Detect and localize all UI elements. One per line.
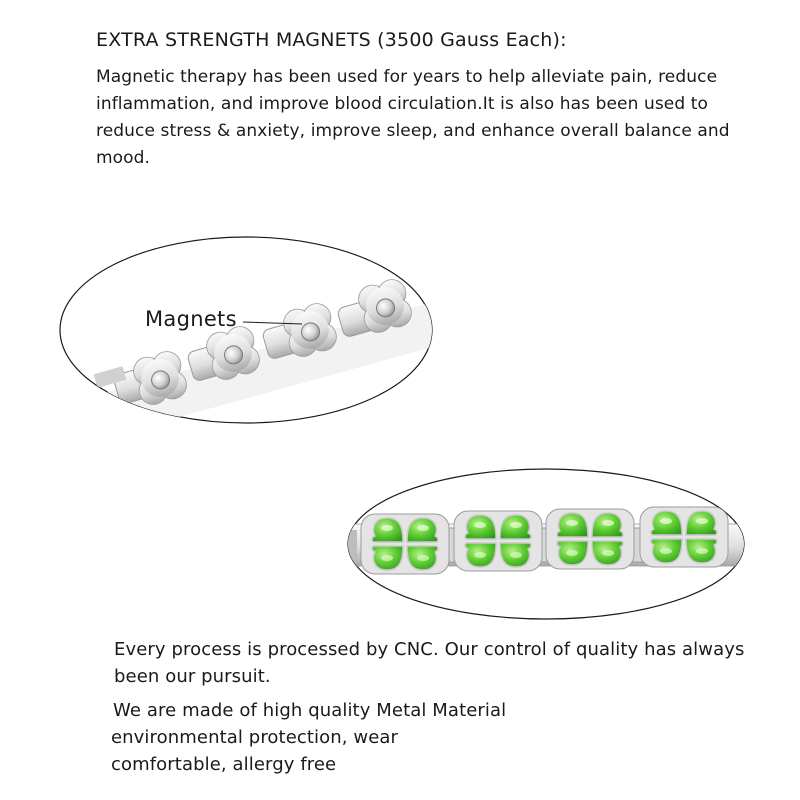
process-paragraph: Every process is processed by CNC. Our control of quality has always been our pursuit.: [114, 639, 745, 687]
intro-paragraph: Magnetic therapy has been used for years to help alleviate pain, reduce inflammation, and improve blood circulation.It is also has been used to reduce stress & anxiety, improve sleep, and enhance overall balance and mood.: [96, 67, 730, 168]
material-line: We are made of high quality Metal Material: [113, 700, 507, 721]
heading: EXTRA STRENGTH MAGNETS (3500 Gauss Each):: [96, 29, 567, 51]
material-line: environmental protection, wear: [111, 727, 399, 748]
material-paragraph: [111, 697, 506, 778]
clover-bracelet-photo: [345, 507, 755, 574]
material-line: comfortable, allergy free: [111, 754, 337, 775]
magnets-callout-label: Magnets: [145, 307, 237, 331]
